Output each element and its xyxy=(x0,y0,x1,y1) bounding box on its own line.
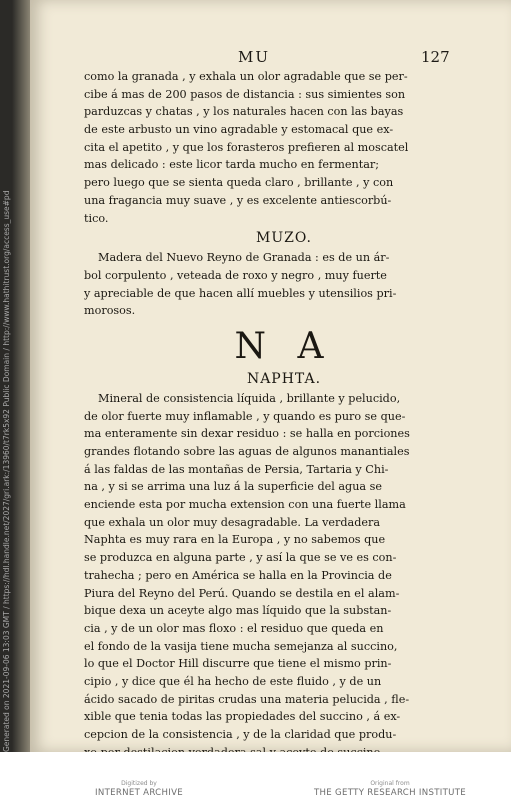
text-line: de olor fuerte muy inflamable , y quando es puro se que- xyxy=(84,409,406,423)
paragraph xyxy=(84,390,484,779)
text-line: bol corpulento , veteada de roxo y negro , muy fuerte xyxy=(84,268,387,282)
page-number: 127 xyxy=(421,48,450,66)
source-credit xyxy=(300,780,480,799)
text-line: cia , y de un olor mas floxo : el residuo que queda en xyxy=(84,621,384,635)
running-title: MU xyxy=(238,48,271,66)
scan-footer xyxy=(0,752,511,800)
entry-heading: NAPHTA. xyxy=(246,370,322,387)
text-line: enciende esta por mucha extension con una fuerte llama xyxy=(84,498,406,512)
section-letter-heading: N A xyxy=(234,325,334,367)
text-line: cita el apetito , y que los forasteros prefieren al moscatel xyxy=(84,140,409,154)
text-line: cepcion de la consistencia , y de la claridad que produ- xyxy=(84,728,397,741)
text-line: ma enteramente sin dexar residuo : se halla en porciones xyxy=(84,427,410,441)
text-line: se produzca en alguna parte , y así la que se ve es con- xyxy=(84,551,397,565)
text-line: el fondo de la vasija tiene mucha semejanza al succino, xyxy=(84,639,398,653)
text-line: Piura del Reyno del Perú. Quando se destila en el alam- xyxy=(84,586,400,600)
digitizer-caption: Digitized by xyxy=(121,780,157,787)
digitizer-name: INTERNET ARCHIVE xyxy=(95,788,183,798)
entry-heading: MUZO. xyxy=(256,230,312,247)
paragraph xyxy=(84,68,484,227)
text-line: trahecha ; pero en América se halla en la Provincia de xyxy=(84,568,392,582)
text-line: morosos. xyxy=(84,304,136,318)
paragraph xyxy=(84,249,484,320)
text-line: á las faldas de las montañas de Persia, Tartaria y Chi- xyxy=(84,462,389,476)
text-line: cipio , y dice que él ha hecho de este fluido , y de un xyxy=(84,674,382,688)
text-line: mas delicado : este licor tarda mucho en fermentar; xyxy=(84,158,380,172)
text-line: y apreciable de que hacen allí muebles y utensilios pri- xyxy=(84,286,397,300)
text-line: ácido sacado de piritas crudas una materia pelucida , fle- xyxy=(84,692,410,706)
text-line: parduzcas y chatas , y los naturales hacen con las bayas xyxy=(84,105,404,119)
source-name: THE GETTY RESEARCH INSTITUTE xyxy=(313,788,466,798)
text-line: una fragancia muy suave , y es excelente antiescorbú- xyxy=(84,193,392,207)
text-line: que exhala un olor muy desagradable. La verdadera xyxy=(84,515,381,529)
hathitrust-side-note: Generated on 2021-09-06 13:03 GMT / https://hdl.handle.net/2027/gri.ark:/13960/t7rk5x92 Public Domain / http://www.hathitrust.org/access_use#pd xyxy=(2,190,11,752)
text-line: tico. xyxy=(84,211,109,225)
text-line: Madera del Nuevo Reyno de Granada : es de un ár- xyxy=(98,251,390,265)
text-line: Naphta es muy rara en la Europa , y no sabemos que xyxy=(84,533,386,547)
body-text xyxy=(84,68,484,797)
text-line: bique dexa un aceyte algo mas líquido que la substan- xyxy=(84,604,392,618)
text-line: grandes flotando sobre las aguas de algunos manantiales xyxy=(84,445,410,458)
book-page xyxy=(30,0,511,752)
text-line: cibe á mas de 200 pasos de distancia : sus simientes son xyxy=(84,87,406,101)
text-line: pero luego que se sienta queda claro , brillante , y con xyxy=(84,176,394,190)
source-caption: Original from xyxy=(370,780,410,787)
text-line: xible que tenia todas las propiedades del succino , á ex- xyxy=(84,710,401,724)
text-line: Mineral de consistencia líquida , brillante y pelucido, xyxy=(98,391,401,405)
text-line: na , y si se arrima una luz á la superficie del agua se xyxy=(84,480,382,494)
text-line: como la granada , y exhala un olor agradable que se per- xyxy=(84,70,408,83)
text-line: de este arbusto un vino agradable y estomacal que ex- xyxy=(84,123,394,137)
text-line: lo que el Doctor Hill discurre que tiene el mismo prin- xyxy=(84,657,392,671)
digitizer-credit xyxy=(74,780,204,799)
running-head xyxy=(30,40,511,64)
